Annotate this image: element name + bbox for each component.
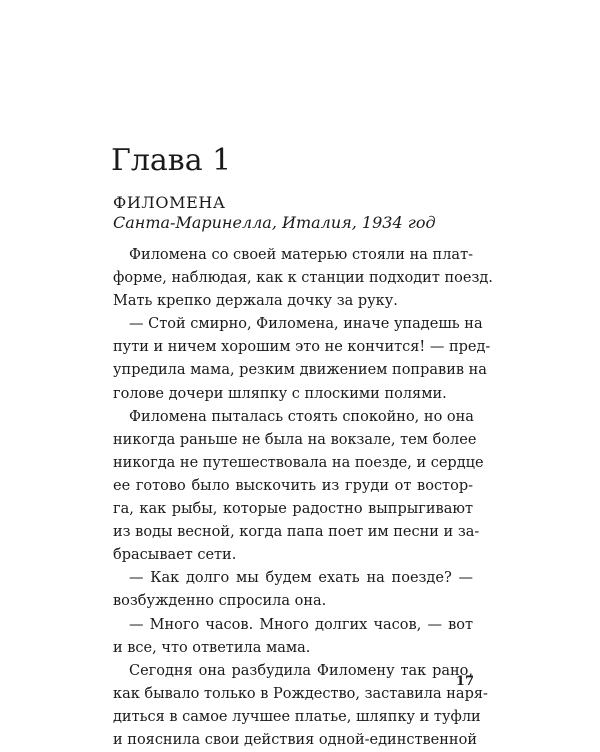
text-line: возбужденно спросила она. bbox=[113, 593, 327, 610]
text-line: и пояснила свои действия одной-единственной bbox=[113, 731, 477, 748]
text-line: и все, что ответила мама. bbox=[113, 639, 311, 656]
text-line: — Стой смирно, Филомена, иначе упадешь на bbox=[129, 316, 483, 333]
text-line: брасывает сети. bbox=[113, 547, 237, 564]
text-line: Сегодня она разбудила Филомену так рано, bbox=[129, 662, 473, 679]
body-text bbox=[113, 244, 493, 752]
text-line: Мать крепко держала дочку за руку. bbox=[113, 293, 398, 310]
section-title: ФИЛОМЕНА bbox=[113, 193, 226, 212]
text-line: пути и ничем хорошим это не кончится! — пред- bbox=[113, 339, 491, 356]
text-line: упредила мама, резким движением поправив на bbox=[113, 362, 487, 379]
text-line: га, как рыбы, которые радостно выпрыгивают bbox=[113, 501, 473, 518]
text-line: ее готово было выскочить из груди от востор- bbox=[113, 477, 473, 494]
text-line: диться в самое лучшее платье, шляпку и туфли bbox=[113, 708, 481, 725]
text-line: Филомена со своей матерью стояли на плат- bbox=[129, 247, 473, 263]
chapter-title: Глава 1 bbox=[111, 143, 232, 178]
text-line: голове дочери шляпку с плоскими полями. bbox=[113, 385, 447, 402]
text-line: форме, наблюдая, как к станции подходит поезд. bbox=[113, 270, 493, 287]
text-line: как бывало только в Рождество, заставила наря- bbox=[113, 685, 488, 702]
text-line: Филомена пыталась стоять спокойно, но она bbox=[129, 408, 474, 425]
text-line: из воды весной, когда папа поет им песни и за- bbox=[113, 524, 480, 541]
place-date-subtitle: Санта-Маринелла, Италия, 1934 год bbox=[113, 213, 436, 232]
text-line: — Много часов. Много долгих часов, — вот bbox=[129, 616, 473, 633]
text-line: никогда раньше не была на вокзале, тем более bbox=[113, 431, 477, 448]
text-line: — Как долго мы будем ехать на поезде? — bbox=[129, 570, 473, 587]
text-line: никогда не путешествовала на поезде, и сердце bbox=[113, 454, 484, 471]
page-number: 17 bbox=[455, 674, 474, 689]
